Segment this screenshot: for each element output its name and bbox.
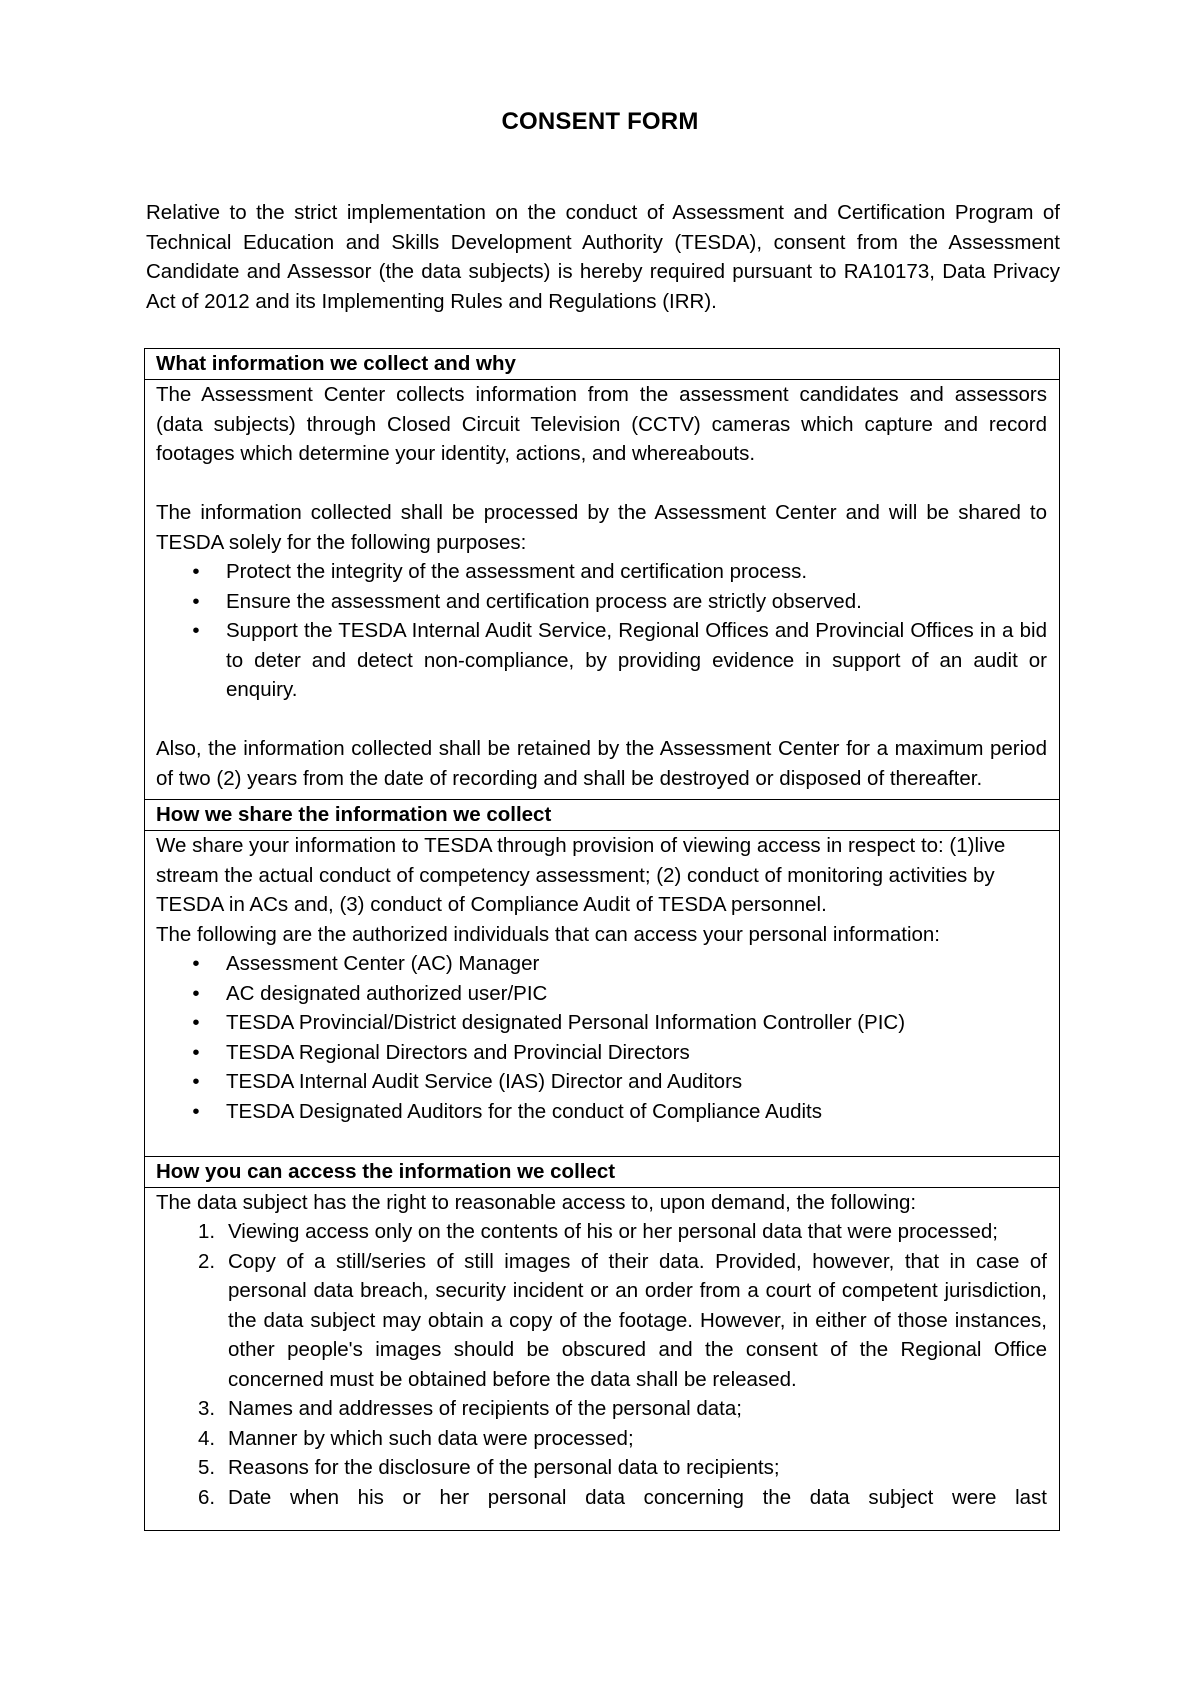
list-item: 2. Copy of a still/series of still images of their data. Provided, however, that in case of personal data breach, security incident or an order from a court of competent jurisdiction, the data subject may obtain a copy of the footage. However, in either of those instances, other people's images should be obscured and the consent of the Regional Office concerned must be obtained before the data shall be released.	[198, 1249, 1047, 1391]
share-paragraph-1: We share your information to TESDA through provision of viewing access in respect to: (1)live stream the actual conduct of competency assessment; (2) conduct of monitoring activities by TESDA in ACs and, (3) conduct of Compliance Audit of TESDA personnel.	[156, 834, 1006, 916]
bullet-icon: •	[192, 619, 200, 642]
list-item: • TESDA Regional Directors and Provincial Directors	[156, 1038, 1047, 1068]
access-rights-list	[156, 1217, 1047, 1512]
access-paragraph-1: The data subject has the right to reasonable access to, upon demand, the following:	[156, 1190, 917, 1214]
section-body-collect	[145, 380, 1060, 800]
list-item: • Assessment Center (AC) Manager	[156, 949, 1047, 979]
section-body-share	[145, 831, 1060, 1157]
list-item: 4. Manner by which such data were processed;	[198, 1426, 634, 1450]
list-item: • Ensure the assessment and certification process are strictly observed.	[156, 587, 1047, 617]
share-paragraph-2: The following are the authorized individuals that can access your personal information:	[156, 922, 940, 946]
bullet-icon: •	[192, 560, 200, 583]
consent-table	[144, 348, 1060, 1531]
intro-paragraph	[146, 198, 1060, 316]
bullet-icon: •	[192, 1099, 200, 1123]
list-item: • Support the TESDA Internal Audit Service, Regional Offices and Provincial Offices in a bid to deter and detect non-compliance, by providing evidence in support of an audit or enquiry.	[156, 616, 1047, 705]
list-item: • TESDA Provincial/District designated Personal Information Controller (PIC)	[156, 1008, 1047, 1038]
intro-text: Relative to the strict implementation on the conduct of Assessment and Certification Program of Technical Education and Skills Development Authority (TESDA), consent from the Assessment Candidate and Assessor (the data subjects) is hereby required pursuant to RA10173, Data Privacy Act of 2012 and its Implementing Rules and Regulations (IRR).	[146, 201, 1060, 313]
collect-paragraph-3: Also, the information collected shall be retained by the Assessment Center for a maximum period of two (2) years from the date of recording and shall be destroyed or disposed of thereafter.	[156, 737, 1047, 790]
collect-paragraph-2: The information collected shall be processed by the Assessment Center and will be shared to TESDA solely for the following purposes:	[156, 501, 1047, 554]
list-item: • TESDA Internal Audit Service (IAS) Director and Auditors	[156, 1067, 1047, 1097]
section-heading-access: How you can access the information we collect	[145, 1156, 1060, 1187]
list-item: • Protect the integrity of the assessment and certification process.	[156, 557, 1047, 587]
section-body-access	[145, 1187, 1060, 1530]
collect-paragraph-1: The Assessment Center collects information from the assessment candidates and assessors (data subjects) through Closed Circuit Television (CCTV) cameras which capture and record footages which determine your identity, actions, and whereabouts.	[156, 383, 1047, 465]
list-item: 5. Reasons for the disclosure of the personal data to recipients;	[198, 1456, 780, 1479]
bullet-icon: •	[192, 1040, 200, 1064]
section-heading-collect: What information we collect and why	[145, 349, 1060, 380]
authorized-individuals-list	[156, 949, 1047, 1126]
bullet-icon: •	[192, 981, 200, 1005]
purposes-list	[156, 557, 1047, 705]
list-item: 1. Viewing access only on the contents of his or her personal data that were processed;	[198, 1220, 998, 1243]
list-item: 6. Date when his or her personal data concerning the data subject were last	[198, 1485, 1047, 1509]
page-title: CONSENT FORM	[501, 108, 699, 135]
list-item: • AC designated authorized user/PIC	[156, 979, 1047, 1009]
bullet-icon: •	[192, 1011, 200, 1034]
bullet-icon: •	[192, 589, 200, 613]
section-heading-share: How we share the information we collect	[145, 800, 1060, 831]
list-item: • TESDA Designated Auditors for the conduct of Compliance Audits	[156, 1097, 1047, 1127]
bullet-icon: •	[192, 1070, 200, 1093]
list-item: 3. Names and addresses of recipients of the personal data;	[198, 1397, 742, 1420]
bullet-icon: •	[192, 952, 200, 975]
